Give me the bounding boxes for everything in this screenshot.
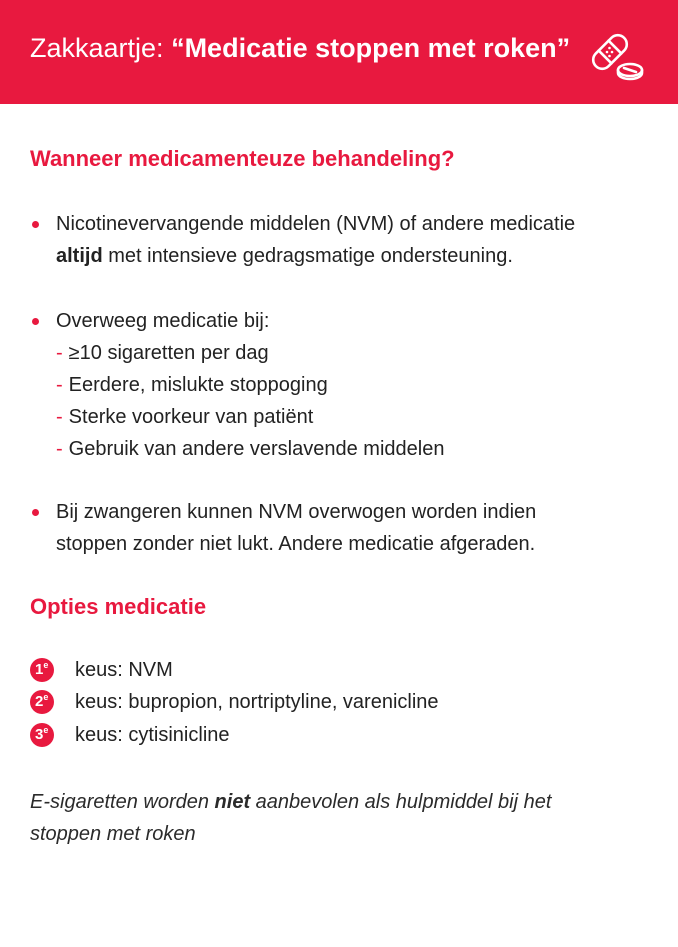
- bullet-nvm: [30, 208, 650, 272]
- option-text: keus: NVM: [75, 659, 173, 681]
- list-item-text: Sterke voorkeur van patiënt: [68, 406, 314, 428]
- dash-icon: -: [56, 438, 63, 460]
- page-title: [30, 33, 570, 64]
- bullet-continuation: [30, 240, 650, 272]
- number-badge: 3e: [30, 723, 54, 747]
- option-text: keus: bupropion, nortriptyline, varenicline: [75, 691, 439, 713]
- bullet-consider: [30, 305, 650, 465]
- bullet-dot-icon: [32, 221, 39, 228]
- number-badge: 2e: [30, 690, 54, 714]
- title-prefix: Zakkaartje:: [30, 33, 172, 63]
- list-item-text: Gebruik van andere verslavende middelen: [68, 438, 445, 460]
- bullet-continuation: stoppen zonder niet lukt. Andere medicatie afgeraden.: [56, 533, 536, 555]
- title-main: “Medicatie stoppen met roken”: [171, 33, 571, 63]
- bullet-text: met intensieve gedragsmatige ondersteuning.: [102, 245, 513, 267]
- dash-icon: -: [56, 374, 63, 396]
- number-badge: 1e: [30, 658, 54, 682]
- list-item-text: Eerdere, mislukte stoppoging: [68, 374, 328, 396]
- footnote-line-1: E-sigaretten worden niet aanbevolen als hulpmiddel bij het: [30, 791, 552, 813]
- section-heading-options: Opties medicatie: [30, 594, 207, 619]
- dash-icon: -: [56, 342, 63, 364]
- list-item: [30, 369, 650, 401]
- emphasis-text: altijd: [56, 245, 103, 267]
- bullet-line: [30, 496, 650, 528]
- bandage-pill-icon: [586, 30, 646, 82]
- bullet-text: Nicotinevervangende middelen (NVM) of andere medicatie: [56, 213, 576, 235]
- bullet-text: Overweeg medicatie bij:: [56, 310, 270, 332]
- bullet-text: Bij zwangeren kunnen NVM overwogen worden indien: [56, 501, 537, 523]
- list-item-text: ≥10 sigaretten per dag: [68, 342, 269, 364]
- bullet-pregnancy: [30, 496, 650, 560]
- bullet-dot-icon: [32, 318, 39, 325]
- footnote: [30, 786, 650, 850]
- dash-icon: -: [56, 406, 63, 428]
- emphasis-text: niet: [214, 791, 251, 813]
- header-banner: [0, 0, 678, 104]
- bullet-line: [30, 208, 650, 240]
- list-item: [30, 433, 650, 465]
- bullet-dot-icon: [32, 509, 39, 516]
- footnote-line-2: stoppen met roken: [30, 823, 196, 845]
- list-item: [30, 401, 650, 433]
- option-text: keus: cytisinicline: [75, 724, 230, 746]
- list-item: [30, 337, 650, 369]
- bullet-line: [30, 305, 650, 337]
- section-heading-treatment: Wanneer medicamenteuze behandeling?: [30, 146, 455, 171]
